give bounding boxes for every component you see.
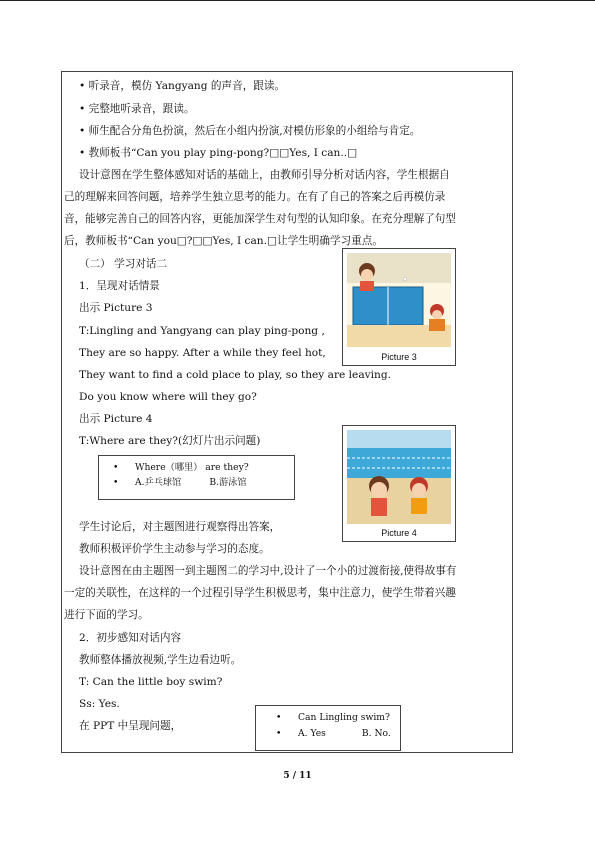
dialogue-line-4: Do you know where will they go? bbox=[79, 391, 257, 403]
design-intent-1b: 己的理解来回答问题，培养学生独立思考的能力。在有了自己的答案之后再模仿录 bbox=[64, 191, 446, 203]
option-a: A. Yes bbox=[298, 728, 326, 739]
section-heading-2: （二） 学习对话二 bbox=[79, 258, 168, 270]
option-a: A.乒乓球馆 bbox=[135, 477, 182, 488]
teacher-question: T: Can the little boy swim? bbox=[79, 676, 223, 688]
discussion-line-2: 教师积极评价学生主动参与学习的态度。 bbox=[79, 543, 270, 555]
dialogue-line-5: T:Where are they?(幻灯片出示问题) bbox=[79, 435, 261, 447]
show-picture-3: 出示 Picture 3 bbox=[79, 302, 153, 314]
swimming-pool-illustration bbox=[347, 430, 451, 524]
header-rule bbox=[0, 0, 595, 1]
design-intent-2c: 进行下面的学习。 bbox=[64, 609, 149, 621]
discussion-line-1: 学生讨论后，对主题图进行观察得出答案， bbox=[79, 521, 281, 533]
step-heading-2: 2．初步感知对话内容 bbox=[79, 632, 182, 644]
line-listen-full: • 完整地听录音，跟读。 bbox=[79, 103, 195, 115]
option-b: B. No. bbox=[361, 728, 391, 739]
question-box-where bbox=[98, 455, 295, 500]
play-video-line: 教师整体播放视频,学生边看边听。 bbox=[79, 654, 242, 666]
options-row: • A. Yes B. No. bbox=[276, 728, 391, 739]
design-intent-1a: 设计意图在学生整体感知对话的基础上，由教师引导分析对话内容，学生根据自 bbox=[79, 169, 450, 181]
question-row: • Where（哪里） are they? bbox=[113, 462, 249, 473]
picture-4-caption: Picture 4 bbox=[381, 528, 417, 538]
step-heading-1: 1．呈现对话情景 bbox=[79, 280, 160, 292]
options-row: • A.乒乓球馆 B.游泳馆 bbox=[113, 477, 247, 488]
design-intent-2b: 一定的关联性，在这样的一个过程引导学生积极思考，集中注意力，使学生带着兴趣 bbox=[64, 587, 456, 599]
option-b: B.游泳馆 bbox=[209, 477, 247, 488]
line-role-play: • 师生配合分角色扮演，然后在小组内扮演,对模仿形象的小组给与肯定。 bbox=[79, 125, 421, 137]
line-listen-imitate: • 听录音，模仿 Yangyang 的声音，跟读。 bbox=[79, 80, 286, 92]
page-number: 5 / 11 bbox=[283, 771, 312, 781]
line-board-writing: • 教师板书“Can you play ping-pong?□□Yes, I can..□ bbox=[79, 147, 358, 159]
show-picture-4: 出示 Picture 4 bbox=[79, 413, 153, 425]
dialogue-line-1: T:Lingling and Yangyang can play ping-pong , bbox=[79, 325, 325, 337]
dialogue-line-3: They want to find a cold place to play, so they are leaving. bbox=[79, 369, 391, 381]
design-intent-1d: 后，教师板书“Can you□?□□Yes, I can.□让学生明确学习重点。 bbox=[64, 235, 383, 247]
students-answer: Ss: Yes. bbox=[79, 698, 120, 710]
question-row: • Can Lingling swim? bbox=[276, 712, 390, 723]
picture-3-caption: Picture 3 bbox=[381, 352, 417, 362]
ppt-question-line: 在 PPT 中呈现问题， bbox=[79, 720, 182, 732]
ping-pong-illustration bbox=[347, 253, 451, 347]
dialogue-line-2: They are so happy. After a while they feel hot, bbox=[79, 347, 326, 359]
design-intent-2a: 设计意图在由主题图一到主题图二的学习中,设计了一个小的过渡衔接,使得故事有 bbox=[79, 565, 457, 577]
question-box-swim bbox=[255, 705, 401, 751]
picture-4-figure bbox=[342, 425, 456, 542]
picture-3-figure bbox=[342, 248, 456, 366]
design-intent-1c: 音，能够完善自己的回答内容，更能加深学生对句型的认知印象。在充分理解了句型 bbox=[64, 213, 456, 225]
